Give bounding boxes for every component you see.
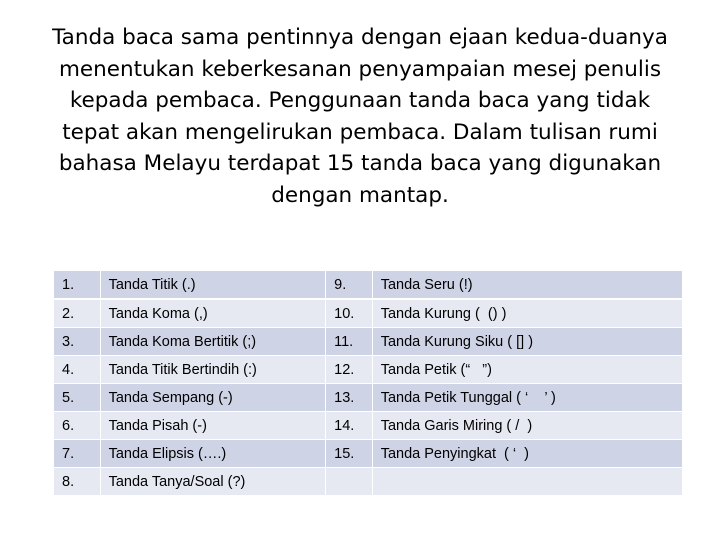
punctuation-name: Tanda Sempang (-): [100, 384, 326, 412]
row-number: 2.: [54, 299, 101, 328]
row-number: 9.: [326, 271, 373, 300]
table-row: [54, 440, 683, 468]
row-number: 3.: [54, 328, 101, 356]
punctuation-name: Tanda Penyingkat ( ‘ ): [372, 440, 682, 468]
punctuation-name: Tanda Titik (.): [100, 271, 326, 300]
punctuation-name: Tanda Garis Miring ( / ): [372, 412, 682, 440]
row-number: 11.: [326, 328, 373, 356]
row-number: 6.: [54, 412, 101, 440]
row-number: 14.: [326, 412, 373, 440]
row-number: 15.: [326, 440, 373, 468]
punctuation-name: Tanda Koma (,): [100, 299, 326, 328]
punctuation-name: Tanda Petik (“ ”): [372, 356, 682, 384]
row-number: 1.: [54, 271, 101, 300]
row-number: 4.: [54, 356, 101, 384]
row-number: 5.: [54, 384, 101, 412]
table-row: [54, 356, 683, 384]
table-row: [54, 384, 683, 412]
punctuation-table: [53, 270, 683, 496]
row-number: 13.: [326, 384, 373, 412]
punctuation-name: Tanda Petik Tunggal ( ‘ ’ ): [372, 384, 682, 412]
table-row: [54, 468, 683, 496]
row-number: 7.: [54, 440, 101, 468]
row-number: [326, 468, 373, 496]
punctuation-name: Tanda Pisah (-): [100, 412, 326, 440]
punctuation-name: [372, 468, 682, 496]
row-number: 8.: [54, 468, 101, 496]
table-row: [54, 299, 683, 328]
punctuation-name: Tanda Kurung Siku ( [] ): [372, 328, 682, 356]
punctuation-name: Tanda Titik Bertindih (:): [100, 356, 326, 384]
table-row: [54, 328, 683, 356]
punctuation-name: Tanda Kurung ( () ): [372, 299, 682, 328]
punctuation-name: Tanda Seru (!): [372, 271, 682, 300]
intro-paragraph: Tanda baca sama pentinnya dengan ejaan kedua-duanya menentukan keberkesanan penyampaian mesej penulis kepada pembaca. Penggunaan tanda baca yang tidak tepat akan mengelirukan pembaca. Dalam tulisan rumi bahasa Melayu terdapat 15 tanda baca yang digunakan dengan mantap.: [52, 25, 668, 208]
table-row: [54, 412, 683, 440]
row-number: 12.: [326, 356, 373, 384]
punctuation-name: Tanda Elipsis (….): [100, 440, 326, 468]
punctuation-name: Tanda Tanya/Soal (?): [100, 468, 326, 496]
row-number: 10.: [326, 299, 373, 328]
punctuation-name: Tanda Koma Bertitik (;): [100, 328, 326, 356]
table-row: [54, 271, 683, 300]
